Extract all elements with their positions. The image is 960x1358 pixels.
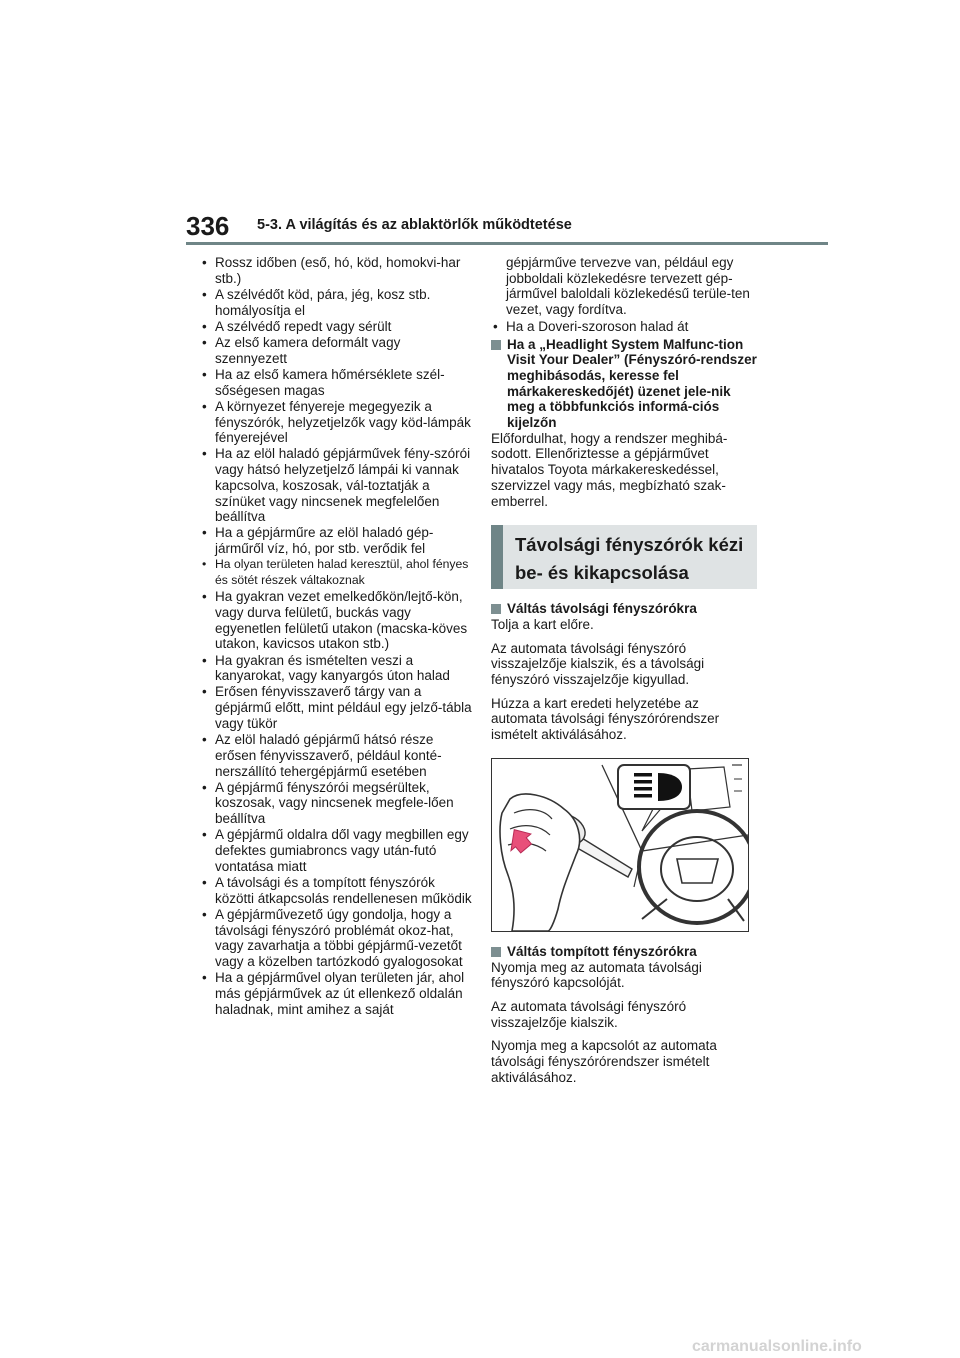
list-item: • Az első kamera deformált vagy szennyezett bbox=[200, 335, 472, 366]
left-column bbox=[200, 255, 472, 1018]
section-title-line-1: Távolsági fényszórók kézi bbox=[515, 534, 744, 556]
list-item: • Ha gyakran és ismételten veszi a kanyarokat, vagy kanyargós úton halad bbox=[200, 653, 472, 684]
paragraph: Nyomja meg az automata távolsági fényszóró kapcsolóját. bbox=[491, 959, 702, 991]
section-title-box bbox=[491, 525, 757, 589]
subheading-low-beam: Váltás tompított fényszórókra bbox=[491, 944, 757, 960]
list-item: • A környezet fényereje megegyezik a fényszórók, helyzetjelzők vagy köd-lámpák fényerejével bbox=[200, 399, 472, 446]
header-divider bbox=[186, 242, 828, 245]
paragraph: Nyomja meg a kapcsolót az automata távolsági fényszórórendszer ismételt aktiválásához. bbox=[491, 1038, 717, 1085]
section-title-line-2: be- és kikapcsolása bbox=[515, 562, 689, 584]
list-item: • A távolsági és a tompított fényszórók közötti átkapcsolás rendellenesen működik bbox=[200, 875, 472, 906]
warning-heading: Ha a „Headlight System Malfunc-tion Visit Your Dealer” (Fényszóró-rendszer meghibásodás, keresse fel márkakereskedőjét) üzenet jele-nik meg a többfunkciós informá-ciós kijelzőn bbox=[491, 337, 757, 431]
page-number: 336 bbox=[186, 211, 230, 241]
headlight-lever-illustration bbox=[491, 758, 749, 932]
paragraph: Az automata távolsági fényszóró visszajelzője kialszik, és a távolsági fényszóró visszajelzője kigyullad. bbox=[491, 640, 705, 688]
paragraph: Az automata távolsági fényszóró visszajelzője kialszik. bbox=[491, 998, 687, 1030]
list-item: • Ha az elöl haladó gépjárművek fény-szórói vagy hátsó helyzetjelző lámpái ki vannak kapcsolva, koszosak, vál-toztatják a színüket vagy nincsenek megfelelően beállítva bbox=[200, 446, 472, 525]
section-title: 5-3. A világítás és az ablaktörlők működtetése bbox=[257, 217, 572, 233]
list-item: • Ha a gépjárműre az elöl haladó gép-járműről víz, hó, por stb. verődik fel bbox=[200, 525, 472, 556]
list-item: • Ha olyan területen halad keresztül, ahol fényes és sötét részek váltakoznak bbox=[200, 557, 472, 588]
list-item: • Rossz időben (eső, hó, köd, homokvi-har stb.) bbox=[200, 255, 472, 286]
list-item: • Erősen fényvisszaverő tárgy van a gépjármű előtt, mint például egy jelző-tábla vagy tükör bbox=[200, 684, 472, 731]
list-item: • Ha az első kamera hőmérséklete szél-sőségesen magas bbox=[200, 367, 472, 398]
list-item: • A gépjármű fényszórói megsérültek, koszosak, vagy nincsenek megfele-lően beállítva bbox=[200, 780, 472, 827]
paragraph: Tolja a kart előre. bbox=[491, 616, 594, 632]
list-item: • Ha a Doveri-szoroson halad át bbox=[491, 319, 757, 335]
list-item: • Az elöl haladó gépjármű hátsó része erősen fényvisszaverő, például konté-nerszállító tehergépjármű esetében bbox=[200, 732, 472, 779]
list-item: • A szélvédő repedt vagy sérült bbox=[200, 319, 472, 335]
list-item: • A szélvédőt köd, pára, jég, kosz stb. homályosítja el bbox=[200, 287, 472, 318]
list-item: • A gépjárművezető úgy gondolja, hogy a távolsági fényszóró problémát okoz-hat, vagy zavarhatja a többi gépjármű-vezetőt vagy a közelben tartózkodó gyalogosokat bbox=[200, 907, 472, 970]
condition-list bbox=[200, 255, 472, 1017]
steering-wheel bbox=[639, 811, 748, 923]
hand-illustration bbox=[500, 794, 580, 931]
subheading-high-beam: Váltás távolsági fényszórókra bbox=[491, 601, 757, 617]
list-item: • Ha gyakran vezet emelkedőkön/lejtő-kön, vagy durva felületű, buckás vagy egyenetlen felületű utakon (macska-köves utakon, kavicsos utakon stb.) bbox=[200, 589, 472, 652]
right-column bbox=[491, 255, 757, 1094]
lever-diagram bbox=[492, 759, 748, 931]
watermark: carmanualsonline.info bbox=[692, 1338, 862, 1355]
list-item: • Ha a gépjárművel olyan területen jár, ahol más gépjárművek az út ellenkező oldalán haladnak, mint amihez a saját bbox=[200, 970, 472, 1017]
continued-list-item: gépjárműve tervezve van, például egy jobboldali közlekedésre tervezett gép-járművel baloldali közlekedésű terüle-ten vezet, vagy fordítva. bbox=[506, 255, 750, 318]
list-item: • A gépjármű oldalra dől vagy megbillen egy defektes gumiabroncs vagy után-futó vontatása miatt bbox=[200, 827, 472, 874]
condition-list-end bbox=[491, 319, 757, 335]
paragraph: Húzza a kart eredeti helyzetébe az automata távolsági fényszórórendszer ismételt aktiválásához. bbox=[491, 695, 720, 743]
warning-text: Előfordulhat, hogy a rendszer meghibá-sodott. Ellenőriztesse a gépjárművet hivatalos Toyota márkakereskedéssel, szervizzel vagy más, megbízható szak-emberrel. bbox=[491, 430, 728, 509]
